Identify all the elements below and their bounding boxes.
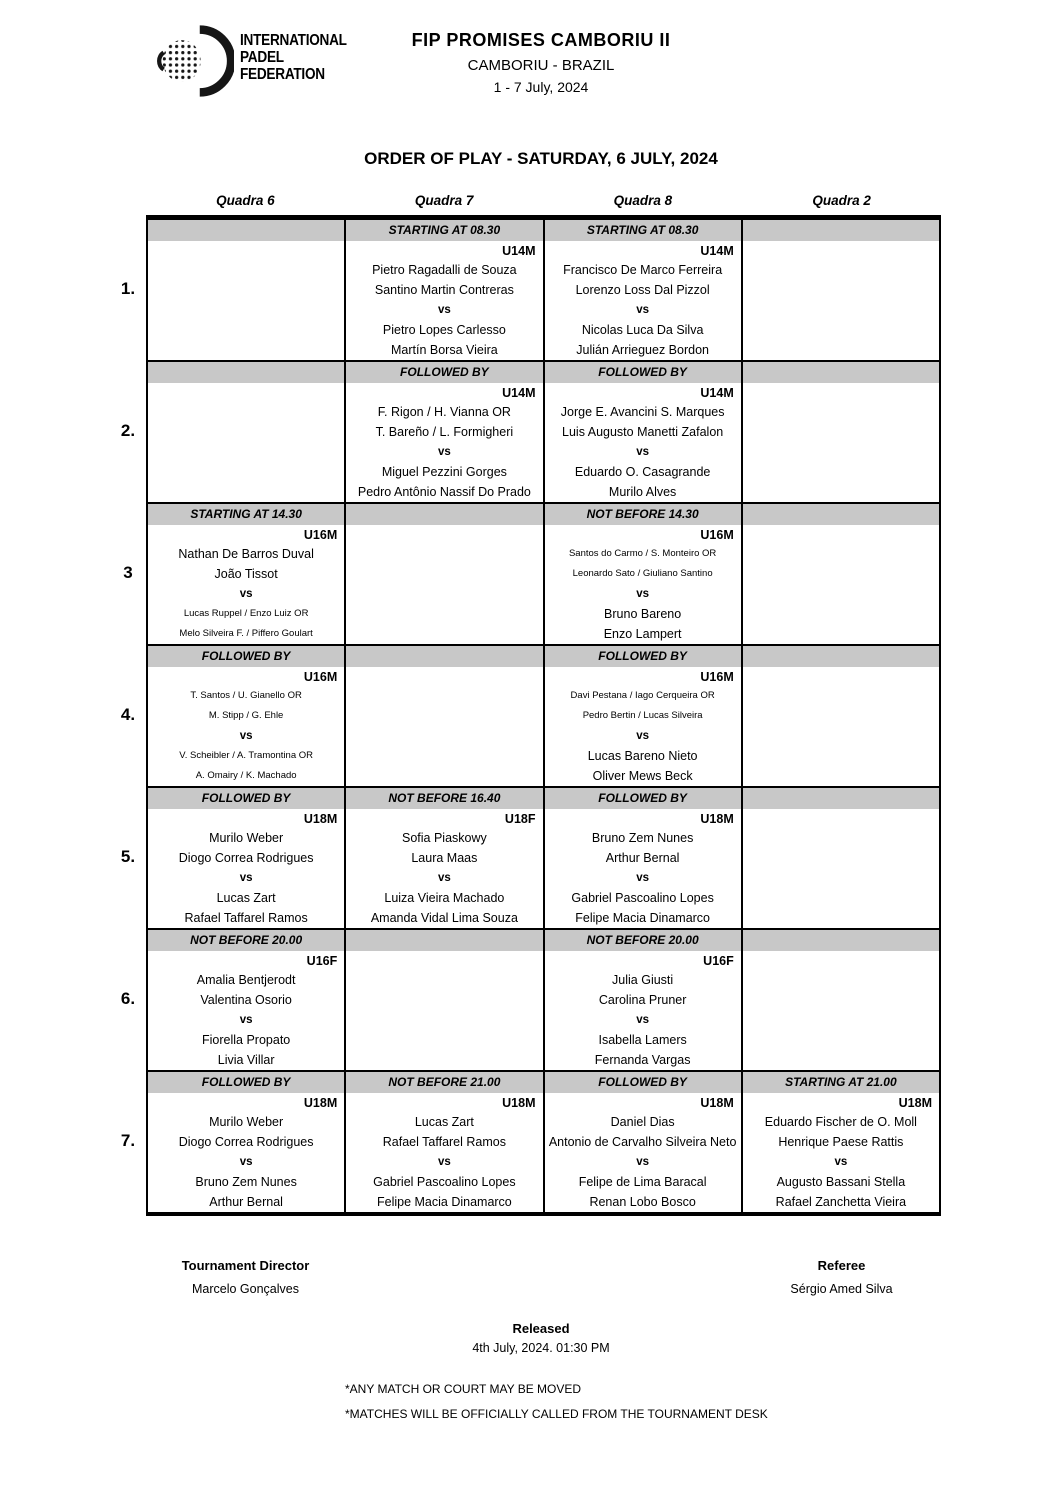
match-cell bbox=[344, 362, 542, 502]
player-name: Henrique Paese Rattis bbox=[778, 1135, 904, 1149]
session-time-header: FOLLOWED BY bbox=[545, 362, 741, 383]
player-name: Santos do Carmo / S. Monteiro OR bbox=[568, 548, 717, 559]
match-content bbox=[545, 951, 741, 1070]
match-cell bbox=[741, 220, 939, 360]
player-name: Daniel Dias bbox=[610, 1115, 675, 1129]
player-name: Santino Martin Contreras bbox=[374, 283, 514, 297]
player-name: Lucas Zart bbox=[216, 891, 276, 905]
released-label: Released bbox=[512, 1321, 570, 1336]
player-name: Julián Arrieguez Bordon bbox=[576, 343, 709, 357]
match-content bbox=[148, 241, 344, 360]
player-name: João Tissot bbox=[214, 567, 278, 581]
player-name: T. Santos / U. Gianello OR bbox=[190, 690, 302, 701]
match-content bbox=[545, 241, 741, 360]
event-dates: 1 - 7 July, 2024 bbox=[493, 79, 589, 95]
match-content bbox=[346, 383, 542, 502]
player-name: Laura Maas bbox=[411, 851, 478, 865]
session-time-header bbox=[743, 362, 939, 383]
player-name: Lucas Zart bbox=[414, 1115, 474, 1129]
match-content bbox=[346, 241, 542, 360]
session-time-header bbox=[346, 504, 542, 525]
vs-label: vs bbox=[636, 730, 650, 742]
player-name: Bruno Bareno bbox=[604, 607, 682, 621]
player-name: T. Bareño / L. Formigheri bbox=[375, 425, 514, 439]
event-title: FIP PROMISES CAMBORIU II bbox=[411, 30, 671, 50]
referee-label: Referee bbox=[817, 1258, 866, 1273]
match-cell bbox=[741, 646, 939, 786]
match-content bbox=[148, 1093, 344, 1212]
tournament-director-label: Tournament Director bbox=[181, 1258, 310, 1273]
player-name: Pietro Ragadalli de Souza bbox=[372, 263, 517, 277]
match-content bbox=[545, 667, 741, 786]
match-cell bbox=[543, 788, 741, 928]
category-label: U18F bbox=[504, 812, 536, 826]
event-location: CAMBORIU - BRAZIL bbox=[467, 57, 615, 74]
session-time-header: NOT BEFORE 21.00 bbox=[346, 1072, 542, 1093]
player-name: Lorenzo Loss Dal Pizzol bbox=[575, 283, 710, 297]
match-cell bbox=[148, 646, 344, 786]
match-cell bbox=[543, 220, 741, 360]
row-number: 2. bbox=[120, 421, 136, 440]
match-content bbox=[148, 383, 344, 502]
player-name: Sofia Piaskowy bbox=[401, 831, 487, 845]
note-match-may-be-moved: *ANY MATCH OR COURT MAY BE MOVED bbox=[345, 1382, 582, 1396]
player-name: Gabriel Pascoalino Lopes bbox=[571, 891, 714, 905]
vs-label: vs bbox=[437, 446, 451, 458]
match-cell bbox=[741, 930, 939, 1070]
category-label: U16M bbox=[700, 670, 734, 684]
match-content bbox=[346, 809, 542, 928]
player-name: Rafael Taffarel Ramos bbox=[184, 911, 308, 925]
player-name: Jorge E. Avancini S. Marques bbox=[560, 405, 725, 419]
session-time-header bbox=[148, 362, 344, 383]
schedule-row bbox=[120, 644, 939, 786]
player-name: Bruno Zem Nunes bbox=[195, 1175, 297, 1189]
player-name: Oliver Mews Beck bbox=[592, 769, 693, 783]
match-content bbox=[148, 809, 344, 928]
session-time-header bbox=[743, 646, 939, 667]
row-number: 7. bbox=[120, 1131, 136, 1150]
vs-label: vs bbox=[636, 446, 650, 458]
player-name: Murilo Alves bbox=[608, 485, 677, 499]
player-name: Antonio de Carvalho Silveira Neto bbox=[548, 1135, 737, 1149]
player-name: F. Rigon / H. Vianna OR bbox=[377, 405, 511, 419]
match-content bbox=[545, 809, 741, 928]
session-time-header: FOLLOWED BY bbox=[545, 646, 741, 667]
order-table bbox=[120, 215, 941, 1216]
match-cell bbox=[148, 930, 344, 1070]
player-name: Murilo Weber bbox=[209, 831, 284, 845]
player-name: Arthur Bernal bbox=[209, 1195, 283, 1209]
session-time-header bbox=[743, 930, 939, 951]
session-time-header: FOLLOWED BY bbox=[545, 1072, 741, 1093]
match-cell bbox=[148, 504, 344, 644]
session-time-header: FOLLOWED BY bbox=[148, 646, 344, 667]
match-cell bbox=[344, 930, 542, 1070]
vs-label: vs bbox=[636, 304, 650, 316]
match-cell bbox=[741, 362, 939, 502]
match-cell bbox=[344, 646, 542, 786]
court-header-quadra-7: Quadra 7 bbox=[414, 193, 474, 208]
session-time-header: STARTING AT 14.30 bbox=[148, 504, 344, 525]
vs-label: vs bbox=[437, 872, 451, 884]
match-cell bbox=[344, 788, 542, 928]
player-name: Isabella Lamers bbox=[598, 1033, 687, 1047]
vs-label: vs bbox=[636, 588, 650, 600]
category-label: U18M bbox=[303, 812, 338, 826]
court-header-quadra-8: Quadra 8 bbox=[613, 193, 673, 208]
player-name: Rafael Taffarel Ramos bbox=[382, 1135, 506, 1149]
session-time-header: FOLLOWED BY bbox=[148, 1072, 344, 1093]
player-name: Fernanda Vargas bbox=[594, 1053, 691, 1067]
match-content bbox=[545, 525, 741, 644]
player-name: Pedro Antônio Nassif Do Prado bbox=[357, 485, 531, 499]
player-name: Martín Borsa Vieira bbox=[390, 343, 498, 357]
player-name: Lucas Ruppel / Enzo Luiz OR bbox=[183, 608, 309, 619]
row-number: 1. bbox=[120, 279, 136, 298]
player-name: Murilo Weber bbox=[209, 1115, 284, 1129]
session-time-header: NOT BEFORE 14.30 bbox=[545, 504, 741, 525]
player-name: Fiorella Propato bbox=[202, 1033, 291, 1047]
schedule-row bbox=[123, 502, 939, 644]
session-time-header: STARTING AT 08.30 bbox=[545, 220, 741, 241]
match-content bbox=[346, 667, 542, 786]
player-name: V. Scheibler / A. Tramontina OR bbox=[179, 750, 314, 761]
player-name: Francisco De Marco Ferreira bbox=[563, 263, 723, 277]
released-datetime: 4th July, 2024. 01:30 PM bbox=[472, 1341, 610, 1355]
player-name: Davi Pestana / Iago Cerqueira OR bbox=[570, 690, 715, 701]
vs-label: vs bbox=[636, 872, 650, 884]
player-name: M. Stipp / G. Ehle bbox=[208, 710, 284, 721]
match-cell bbox=[543, 930, 741, 1070]
match-content bbox=[743, 809, 939, 928]
vs-label: vs bbox=[834, 1156, 848, 1168]
category-label: U14M bbox=[700, 386, 734, 400]
player-name: Carolina Pruner bbox=[598, 993, 687, 1007]
player-name: Felipe de Lima Baracal bbox=[578, 1175, 707, 1189]
match-content bbox=[743, 667, 939, 786]
category-label: U18M bbox=[700, 812, 734, 826]
logo-line: INTERNATIONAL bbox=[240, 32, 347, 49]
match-content bbox=[346, 525, 542, 644]
match-cell bbox=[148, 220, 344, 360]
session-time-header: NOT BEFORE 16.40 bbox=[346, 788, 542, 809]
player-name: Nicolas Luca Da Silva bbox=[581, 323, 704, 337]
vs-label: vs bbox=[437, 1156, 451, 1168]
match-cell bbox=[344, 1072, 542, 1212]
session-time-header: FOLLOWED BY bbox=[148, 788, 344, 809]
court-header-quadra-6: Quadra 6 bbox=[216, 193, 275, 208]
match-cell bbox=[543, 504, 741, 644]
player-name: Augusto Bassani Stella bbox=[776, 1175, 906, 1189]
session-time-header: STARTING AT 21.00 bbox=[743, 1072, 939, 1093]
match-content bbox=[743, 525, 939, 644]
session-time-header bbox=[743, 504, 939, 525]
session-time-header bbox=[743, 220, 939, 241]
player-name: Diogo Correa Rodrigues bbox=[178, 1135, 314, 1149]
vs-label: vs bbox=[239, 730, 253, 742]
session-time-header bbox=[148, 220, 344, 241]
match-content bbox=[148, 951, 344, 1070]
player-name: Enzo Lampert bbox=[603, 627, 682, 641]
category-label: U16M bbox=[303, 528, 338, 542]
category-label: U16F bbox=[703, 954, 734, 968]
page-title: ORDER OF PLAY - SATURDAY, 6 JULY, 2024 bbox=[364, 149, 718, 168]
match-content bbox=[743, 383, 939, 502]
match-content bbox=[346, 951, 542, 1070]
player-name: Eduardo O. Casagrande bbox=[574, 465, 711, 479]
player-name: Felipe Macia Dinamarco bbox=[575, 911, 711, 925]
player-name: Melo Silveira F. / Piffero Goulart bbox=[179, 628, 313, 639]
match-cell bbox=[741, 788, 939, 928]
match-content bbox=[148, 525, 344, 644]
category-label: U18M bbox=[898, 1096, 932, 1110]
player-name: Julia Giusti bbox=[612, 973, 674, 987]
player-name: A. Omairy / K. Machado bbox=[195, 770, 297, 781]
player-name: Eduardo Fischer de O. Moll bbox=[764, 1115, 917, 1129]
match-content bbox=[545, 383, 741, 502]
row-number: 3 bbox=[123, 563, 133, 582]
category-label: U14M bbox=[502, 386, 536, 400]
player-name: Felipe Macia Dinamarco bbox=[376, 1195, 512, 1209]
player-name: Leonardo Sato / Giuliano Santino bbox=[572, 568, 713, 579]
player-name: Gabriel Pascoalino Lopes bbox=[373, 1175, 516, 1189]
vs-label: vs bbox=[239, 1014, 253, 1026]
match-content bbox=[743, 951, 939, 1070]
category-label: U14M bbox=[700, 244, 734, 258]
player-name: Amalia Bentjerodt bbox=[196, 973, 296, 987]
vs-label: vs bbox=[636, 1014, 650, 1026]
category-label: U18M bbox=[303, 1096, 338, 1110]
session-time-header: STARTING AT 08.30 bbox=[346, 220, 542, 241]
match-content bbox=[743, 241, 939, 360]
player-name: Amanda Vidal Lima Souza bbox=[370, 911, 518, 925]
player-name: Nathan De Barros Duval bbox=[178, 547, 314, 561]
match-cell bbox=[344, 220, 542, 360]
player-name: Valentina Osorio bbox=[200, 993, 292, 1007]
match-content bbox=[148, 667, 344, 786]
schedule-row bbox=[120, 360, 939, 502]
court-header-quadra-2: Quadra 2 bbox=[812, 193, 871, 208]
player-name: Luis Augusto Manetti Zafalon bbox=[562, 425, 724, 439]
player-name: Pedro Bertin / Lucas Silveira bbox=[582, 710, 703, 721]
player-name: Livia Villar bbox=[217, 1053, 275, 1067]
match-cell bbox=[148, 362, 344, 502]
match-content bbox=[346, 1093, 542, 1212]
match-cell bbox=[741, 1072, 939, 1212]
player-name: Lucas Bareno Nieto bbox=[587, 749, 698, 763]
schedule-row bbox=[120, 928, 939, 1070]
category-label: U16F bbox=[306, 954, 338, 968]
player-name: Rafael Zanchetta Vieira bbox=[775, 1195, 907, 1209]
player-name: Pietro Lopes Carlesso bbox=[382, 323, 506, 337]
match-cell bbox=[741, 504, 939, 644]
match-cell bbox=[543, 1072, 741, 1212]
match-cell bbox=[148, 1072, 344, 1212]
schedule-row bbox=[120, 1070, 939, 1212]
vs-label: vs bbox=[636, 1156, 650, 1168]
logo-line: FEDERATION bbox=[240, 66, 325, 83]
player-name: Diogo Correa Rodrigues bbox=[178, 851, 314, 865]
category-label: U18M bbox=[700, 1096, 734, 1110]
vs-label: vs bbox=[239, 1156, 253, 1168]
row-number: 6. bbox=[120, 989, 136, 1008]
referee-name: Sérgio Amed Silva bbox=[790, 1282, 893, 1296]
player-name: Bruno Zem Nunes bbox=[591, 831, 694, 845]
tournament-director-name: Marcelo Gonçalves bbox=[192, 1282, 299, 1296]
vs-label: vs bbox=[239, 872, 253, 884]
player-name: Arthur Bernal bbox=[605, 851, 680, 865]
category-label: U16M bbox=[700, 528, 734, 542]
session-time-header bbox=[346, 646, 542, 667]
match-content bbox=[545, 1093, 741, 1212]
player-name: Miguel Pezzini Gorges bbox=[381, 465, 507, 479]
schedule-row bbox=[120, 220, 939, 360]
vs-label: vs bbox=[239, 588, 253, 600]
match-cell bbox=[148, 788, 344, 928]
player-name: Luiza Vieira Machado bbox=[384, 891, 505, 905]
logo-line: PADEL bbox=[240, 49, 284, 66]
player-name: Renan Lobo Bosco bbox=[589, 1195, 696, 1209]
vs-label: vs bbox=[437, 304, 451, 316]
schedule-row bbox=[120, 786, 939, 928]
session-time-header bbox=[743, 788, 939, 809]
session-time-header bbox=[346, 930, 542, 951]
category-label: U14M bbox=[502, 244, 536, 258]
row-number: 4. bbox=[120, 705, 136, 724]
session-time-header: NOT BEFORE 20.00 bbox=[148, 930, 344, 951]
row-number: 5. bbox=[120, 847, 136, 866]
session-time-header: FOLLOWED BY bbox=[545, 788, 741, 809]
note-matches-called: *MATCHES WILL BE OFFICIALLY CALLED FROM THE TOURNAMENT DESK bbox=[345, 1407, 768, 1421]
court-headers bbox=[146, 193, 941, 208]
session-time-header: FOLLOWED BY bbox=[346, 362, 542, 383]
session-time-header: NOT BEFORE 20.00 bbox=[545, 930, 741, 951]
category-label: U16M bbox=[303, 670, 338, 684]
match-cell bbox=[543, 646, 741, 786]
match-cell bbox=[344, 504, 542, 644]
match-cell bbox=[543, 362, 741, 502]
match-content bbox=[743, 1093, 939, 1212]
category-label: U18M bbox=[502, 1096, 536, 1110]
